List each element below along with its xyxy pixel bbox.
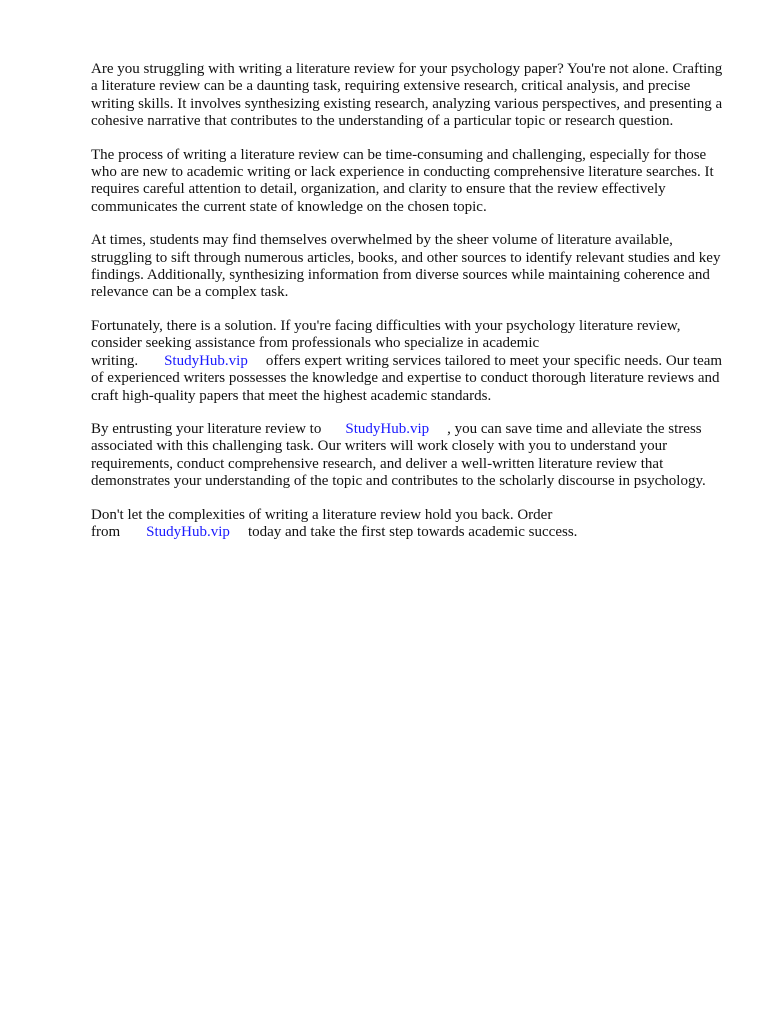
studyhub-link[interactable]: StudyHub.vip xyxy=(345,420,430,437)
paragraph-process: The process of writing a literature review can be time-consuming and challenging, especially for those who are new to academic writing or lack experience in conducting comprehensive literature searches. It requires careful attention to detail, organization, and clarity to ensure that the review effectively communicates the current state of knowledge on the chosen topic. xyxy=(91,146,714,215)
document-page xyxy=(91,61,723,557)
studyhub-link[interactable]: StudyHub.vip xyxy=(164,352,248,369)
paragraph-entrusting-text-before: By entrusting your literature review to xyxy=(91,420,322,437)
paragraph-intro: Are you struggling with writing a literature review for your psychology paper? You're not alone. Crafting a literature review can be a daunting task, requiring extensive research, critical analysis, and precise writing skills. It involves synthesizing existing research, analyzing various perspectives, and presenting a cohesive narrative that contributes to the understanding of a particular topic or research question. xyxy=(91,61,723,130)
paragraph-order-text-after: today and take the first step towards academic success. xyxy=(247,523,578,540)
paragraph-order xyxy=(91,507,723,542)
paragraph-solution-text-after: offers expert writing services tailored to meet your specific needs. Our team of experienced writers possesses the knowledge and expertise to conduct thorough literature reviews and craft high-quality papers that meet the highest academic standards. xyxy=(91,352,723,404)
paragraph-solution-text-before: Fortunately, there is a solution. If you're facing difficulties with your psychology literature review, consider seeking assistance from professionals who specialize in academic writing. xyxy=(91,317,681,369)
paragraph-solution xyxy=(91,318,723,405)
paragraph-entrusting-text-after: , you can save time and alleviate the stress associated with this challenging task. Our writers will work closely with you to understand your requirements, conduct comprehensive research, and deliver a well-written literature review that demonstrates your understanding of the topic and contributes to the scholarly discourse in psychology. xyxy=(91,420,706,490)
studyhub-link[interactable]: StudyHub.vip xyxy=(146,523,230,540)
paragraph-entrusting xyxy=(91,421,723,491)
paragraph-overwhelmed: At times, students may find themselves overwhelmed by the sheer volume of literature available, struggling to sift through numerous articles, books, and other sources to identify relevant studies and key findings. Additionally, synthesizing information from diverse sources while maintaining coherence and relevance can be a complex task. xyxy=(91,232,721,301)
paragraph-order-text-before: Don't let the complexities of writing a literature review hold you back. Order from xyxy=(91,506,553,540)
